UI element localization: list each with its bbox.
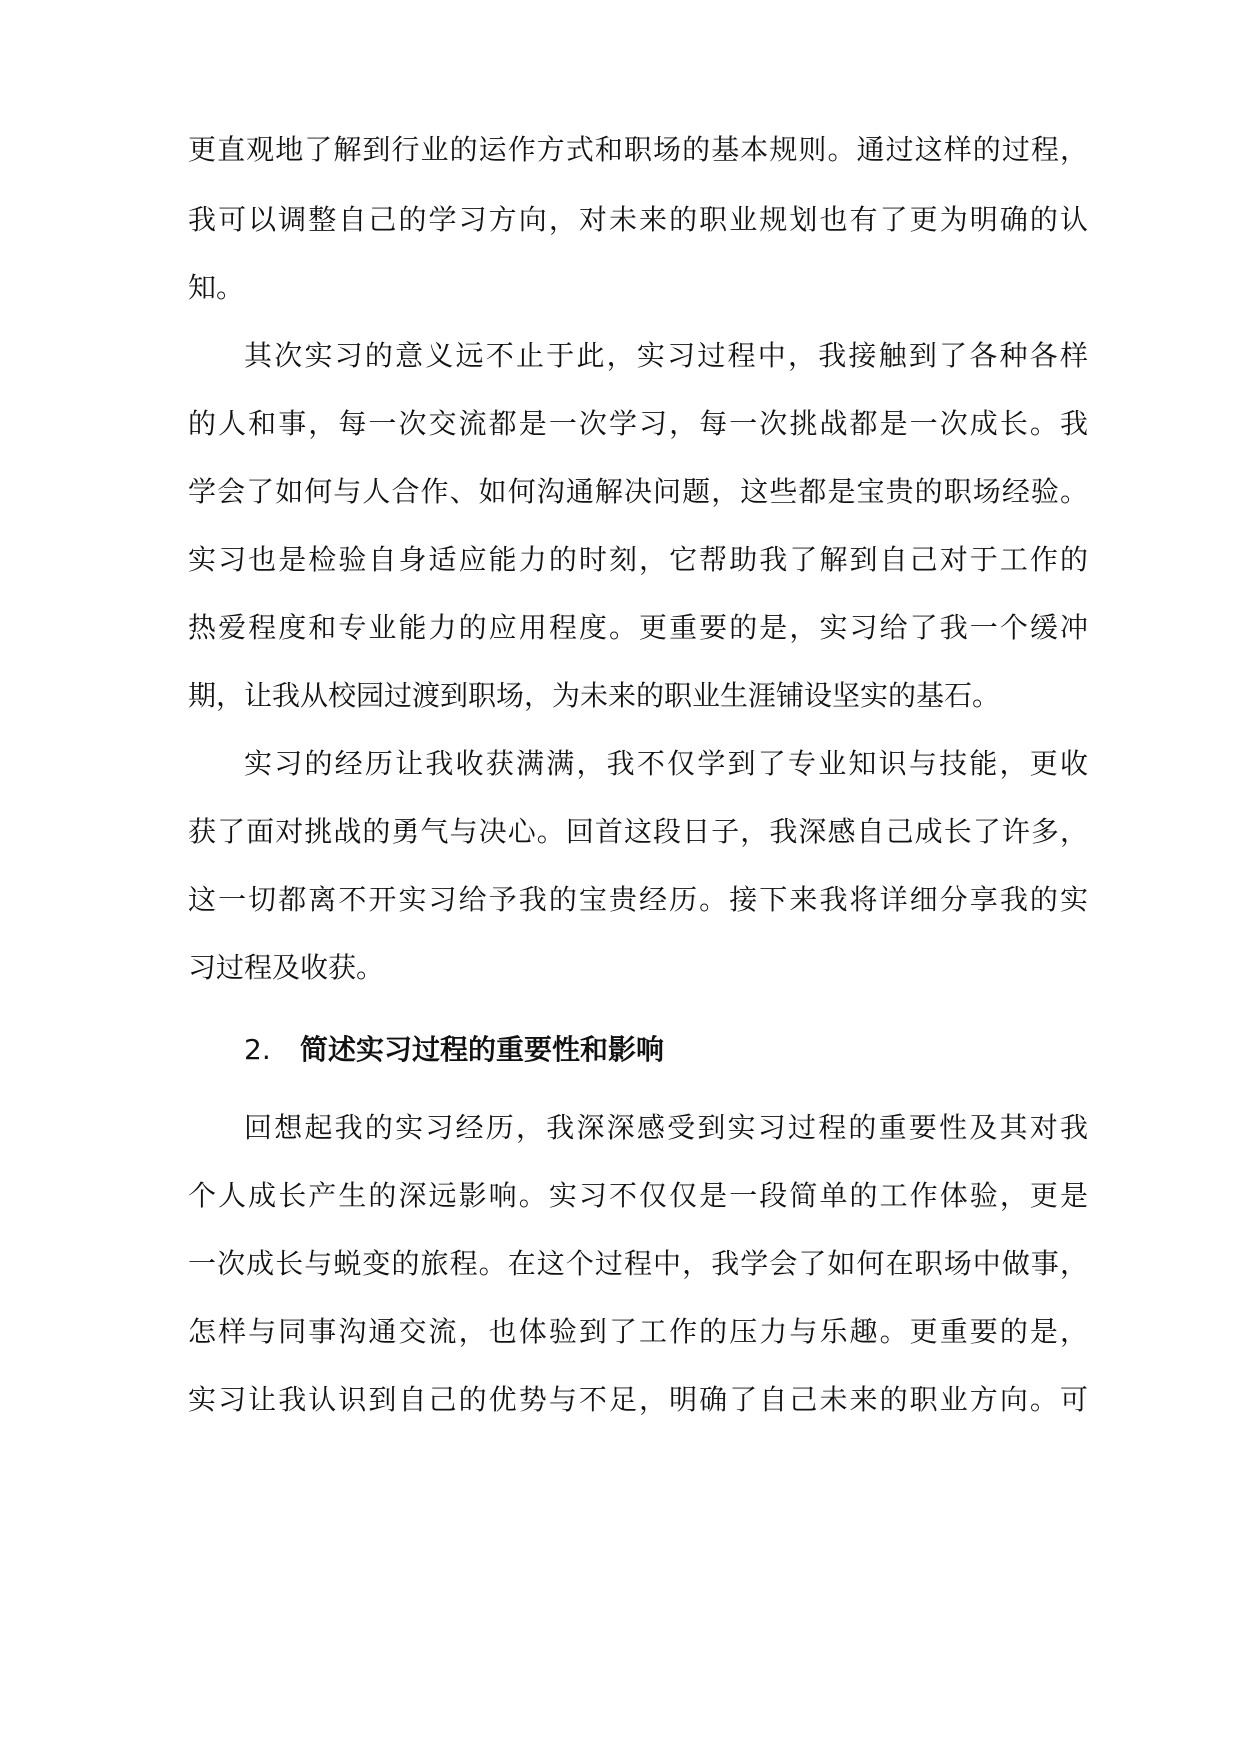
paragraph-3-line-2: 获了面对挑战的勇气与决心。回首这段日子，我深感自己成长了许多， bbox=[188, 815, 1088, 848]
paragraph-3-line-3: 这一切都离不开实习给予我的宝贵经历。接下来我将详细分享我的实 bbox=[188, 883, 1088, 916]
paragraph-1-line-2: 我可以调整自己的学习方向，对未来的职业规划也有了更为明确的认 bbox=[188, 203, 1088, 236]
paragraph-2-line-4: 实习也是检验自身适应能力的时刻，它帮助我了解到自己对于工作的 bbox=[188, 543, 1088, 576]
section-number: 2. bbox=[244, 1033, 271, 1066]
section-title: 简述实习过程的重要性和影响 bbox=[300, 1033, 665, 1066]
paragraph-4-line-3: 一次成长与蜕变的旅程。在这个过程中，我学会了如何在职场中做事， bbox=[188, 1247, 1088, 1280]
paragraph-1-line-1: 更直观地了解到行业的运作方式和职场的基本规则。通过这样的过程， bbox=[188, 133, 1088, 166]
paragraph-4-line-1: 回想起我的实习经历，我深深感受到实习过程的重要性及其对我 bbox=[244, 1111, 1088, 1144]
paragraph-4-line-4: 怎样与同事沟通交流，也体验到了工作的压力与乐趣。更重要的是， bbox=[188, 1315, 1088, 1348]
paragraph-2-line-5: 热爱程度和专业能力的应用程度。更重要的是，实习给了我一个缓冲 bbox=[188, 611, 1088, 644]
paragraph-4-line-5: 实习让我认识到自己的优势与不足，明确了自己未来的职业方向。可 bbox=[188, 1383, 1088, 1416]
paragraph-2-line-2: 的人和事，每一次交流都是一次学习，每一次挑战都是一次成长。我 bbox=[188, 407, 1088, 440]
paragraph-2-line-3: 学会了如何与人合作、如何沟通解决问题，这些都是宝贵的职场经验。 bbox=[188, 475, 1088, 508]
paragraph-2-line-1: 其次实习的意义远不止于此，实习过程中，我接触到了各种各样 bbox=[244, 339, 1088, 372]
paragraph-3-line-1: 实习的经历让我收获满满，我不仅学到了专业知识与技能，更收 bbox=[244, 747, 1088, 780]
paragraph-1-line-3: 知。 bbox=[188, 271, 245, 304]
paragraph-2-line-6: 期，让我从校园过渡到职场，为未来的职业生涯铺设坚实的基石。 bbox=[188, 679, 1001, 712]
paragraph-3-line-4: 习过程及收获。 bbox=[188, 951, 385, 984]
paragraph-4-line-2: 个人成长产生的深远影响。实习不仅仅是一段简单的工作体验，更是 bbox=[188, 1179, 1088, 1212]
section-heading bbox=[244, 1028, 944, 1072]
